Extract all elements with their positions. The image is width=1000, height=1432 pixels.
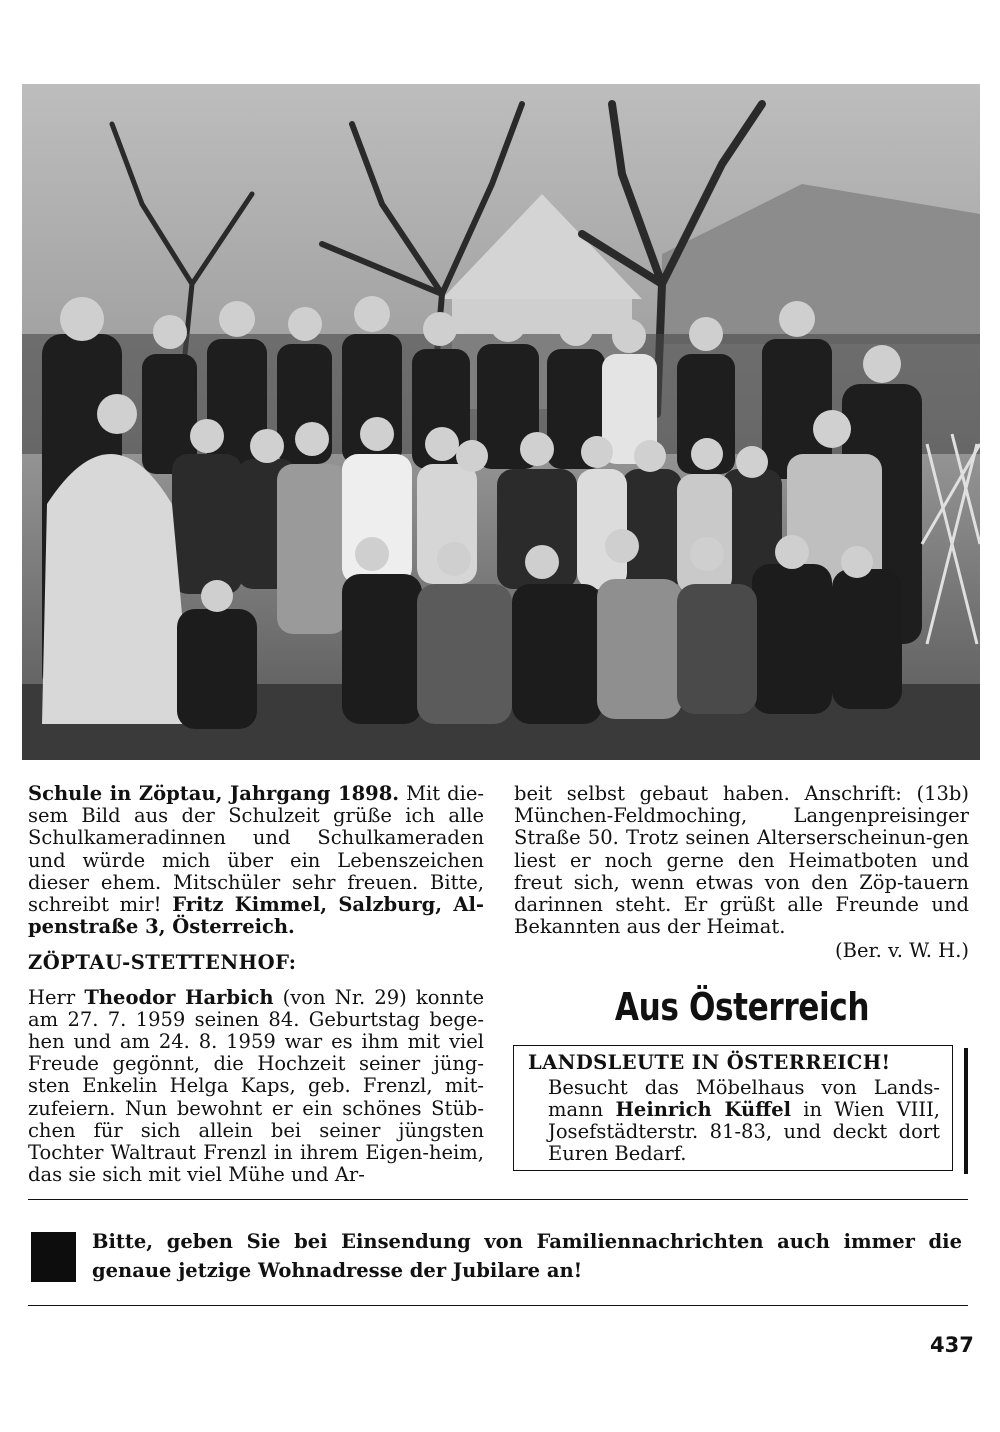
caption-lead: Schule in Zöptau, Jahrgang 1898.: [28, 782, 400, 805]
article-body-right: beit selbst gebaut haben. Anschrift: (13b) München-Feldmoching, Langenpreisinger Straße 50. Trotz seinen Alterserscheinun-gen liest er noch gerne den Heimatboten und freut sich, wenn etwas von den Zöp-tauern darinnen steht. Er grüßt alle Freunde und Bekannten aus der Heimat.: [514, 782, 969, 939]
caption-signature: Fritz Kimmel, Salzburg, Al-penstraße 3, Österreich.: [28, 893, 484, 939]
divider-top: [28, 1199, 968, 1200]
article-body-left: (von Nr. 29) konnte am 27. 7. 1959 seinen 84. Geburtstag bege-hen und am 24. 8. 1959 war es ihm mit viel Freude gegönnt, die Hochzeit seiner jüng-sten Enkelin Helga Kaps, geb. Frenzl, mit-zufeiern. Nun bewohnt er ein schönes Stüb-chen für sich allein bei seiner jüngsten Tochter Waltraut Frenzl in ihrem Eigen-heim, das sie sich mit viel Mühe und Ar-: [28, 985, 484, 1187]
article-signoff: (Ber. v. W. H.): [835, 939, 969, 963]
section-heading: ZÖPTAU-STETTENHOF:: [28, 951, 297, 975]
notice-marker: [31, 1232, 76, 1282]
article-text-left: [28, 987, 484, 1187]
ad-text-b: in Wien VIII, Josefstädterstr. 81-83, und deckt dort Euren Bedarf.: [548, 1098, 940, 1165]
ad-text: [528, 1077, 940, 1165]
ad-name: Heinrich Küffel: [615, 1098, 792, 1121]
ad-text-a: Besucht das Möbelhaus von Lands-mann: [548, 1076, 940, 1121]
caption-text: Mit die-sem Bild aus der Schulzeit grüße ich alle Schulkameradinnen und Schulkameraden und würde mich über ein Lebenszeichen dieser ehem. Mitschüler sehr freuen. Bitte, schreibt mir!: [28, 782, 484, 917]
ad-title: LANDSLEUTE IN ÖSTERREICH!: [528, 1051, 891, 1074]
photo-caption: [28, 783, 484, 938]
notice-text: Bitte, geben Sie bei Einsendung von Familiennachrichten auch immer die genaue jetzige Wohnadresse der Jubilare an!: [92, 1230, 962, 1282]
article-intro: Herr: [28, 985, 85, 1009]
right-column: [514, 783, 969, 963]
divider-bottom: [28, 1305, 968, 1306]
region-title: Aus Österreich: [614, 985, 870, 1029]
advertisement-box: [513, 1045, 953, 1171]
left-column: [28, 783, 484, 1186]
article-name: Theodor Harbich: [84, 985, 274, 1009]
class-photo: [22, 84, 980, 760]
page-number: 437: [930, 1333, 974, 1357]
